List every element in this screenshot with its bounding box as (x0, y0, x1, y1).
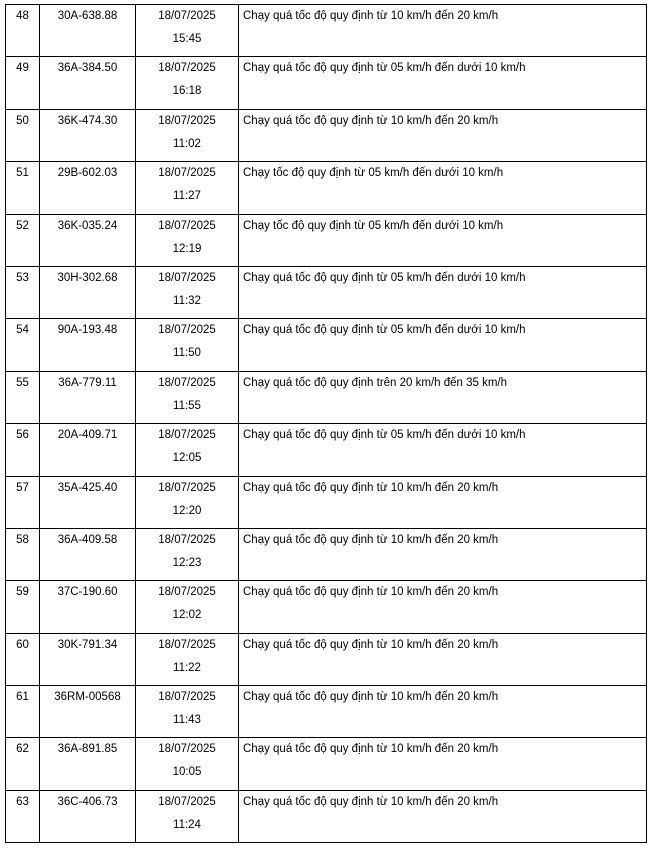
violation-description: Chạy quá tốc độ quy định từ 10 km/h đến 20 km/h (239, 476, 647, 528)
license-plate: 90A-193.48 (40, 319, 136, 371)
violation-time: 11:32 (173, 294, 201, 307)
violation-description: Chạy tốc độ quy định từ 05 km/h đến dưới 10 km/h (239, 214, 647, 266)
violation-description: Chạy quá tốc độ quy định từ 10 km/h đến 20 km/h (239, 528, 647, 580)
table-row (6, 214, 647, 266)
violation-description: Chạy quá tốc độ quy định từ 10 km/h đến 20 km/h (239, 633, 647, 685)
violation-date: 18/07/2025 (158, 10, 216, 22)
violation-time: 11:27 (173, 190, 201, 203)
violation-date: 18/07/2025 (158, 586, 216, 599)
violation-date: 18/07/2025 (158, 429, 216, 442)
table-row (6, 528, 647, 580)
table-row (6, 581, 647, 633)
table-row (6, 738, 647, 790)
violation-time: 12:23 (172, 556, 202, 569)
violation-datetime (136, 319, 239, 371)
license-plate: 20A-409.71 (40, 424, 136, 476)
violation-date: 18/07/2025 (158, 271, 216, 284)
violation-time: 12:20 (172, 504, 202, 517)
violation-date: 18/07/2025 (158, 743, 216, 756)
violation-date: 18/07/2025 (158, 62, 216, 75)
table-row (6, 5, 647, 57)
violation-datetime (136, 790, 239, 842)
violation-date: 18/07/2025 (158, 691, 216, 704)
table-row (6, 162, 647, 214)
row-number: 56 (6, 424, 40, 476)
row-number: 53 (6, 266, 40, 318)
row-number: 60 (6, 633, 40, 685)
license-plate: 36A-384.50 (40, 57, 136, 109)
table-row (6, 476, 647, 528)
violation-datetime (136, 633, 239, 685)
violation-time: 11:22 (173, 661, 201, 674)
violation-datetime (136, 476, 239, 528)
violation-time: 15:45 (172, 33, 202, 45)
violation-description: Chạy quá tốc độ quy định từ 05 km/h đến dưới 10 km/h (239, 424, 647, 476)
row-number: 50 (6, 109, 40, 161)
violations-table-body (6, 5, 647, 843)
table-row (6, 371, 647, 423)
violation-time: 12:19 (172, 242, 202, 255)
violation-time: 11:50 (173, 347, 201, 360)
table-row (6, 790, 647, 842)
row-number: 59 (6, 581, 40, 633)
license-plate: 36C-406.73 (40, 790, 136, 842)
violation-description: Chạy quá tốc độ quy định từ 10 km/h đến 20 km/h (239, 686, 647, 738)
violation-datetime (136, 266, 239, 318)
license-plate: 35A-425.40 (40, 476, 136, 528)
violation-description: Chạy quá tốc độ quy định từ 05 km/h đến dưới 10 km/h (239, 266, 647, 318)
violation-description: Chạy quá tốc độ quy định từ 10 km/h đến 20 km/h (239, 109, 647, 161)
violation-datetime (136, 371, 239, 423)
violation-date: 18/07/2025 (158, 219, 216, 232)
license-plate: 36RM-00568 (40, 686, 136, 738)
violation-datetime (136, 686, 239, 738)
license-plate: 36A-891.85 (40, 738, 136, 790)
row-number: 62 (6, 738, 40, 790)
violation-time: 11:55 (173, 399, 201, 412)
violation-description: Chạy quá tốc độ quy định trên 20 km/h đến 35 km/h (239, 371, 647, 423)
row-number: 51 (6, 162, 40, 214)
license-plate: 30K-791.34 (40, 633, 136, 685)
violation-datetime (136, 5, 239, 57)
violation-description: Chạy quá tốc độ quy định từ 10 km/h đến 20 km/h (239, 5, 647, 57)
violation-description: Chạy quá tốc độ quy định từ 05 km/h đến dưới 10 km/h (239, 57, 647, 109)
table-row (6, 109, 647, 161)
violation-date: 18/07/2025 (158, 638, 216, 651)
license-plate: 30H-302.68 (40, 266, 136, 318)
violation-datetime (136, 528, 239, 580)
table-row (6, 686, 647, 738)
table-row (6, 57, 647, 109)
violation-date: 18/07/2025 (158, 324, 216, 337)
violation-date: 18/07/2025 (158, 376, 216, 389)
violation-date: 18/07/2025 (158, 114, 216, 127)
row-number: 49 (6, 57, 40, 109)
table-row (6, 319, 647, 371)
table-row (6, 424, 647, 476)
row-number: 63 (6, 790, 40, 842)
violation-time: 12:02 (172, 609, 202, 622)
violation-datetime (136, 581, 239, 633)
violation-description: Chạy quá tốc độ quy định từ 05 km/h đến dưới 10 km/h (239, 319, 647, 371)
violation-datetime (136, 214, 239, 266)
row-number: 48 (6, 5, 40, 57)
violation-time: 11:24 (173, 818, 201, 831)
violation-date: 18/07/2025 (158, 533, 216, 546)
row-number: 58 (6, 528, 40, 580)
violation-description: Chạy tốc độ quy định từ 05 km/h đến dưới 10 km/h (239, 162, 647, 214)
violation-datetime (136, 424, 239, 476)
violation-time: 16:18 (172, 85, 202, 98)
violation-description: Chạy quá tốc độ quy định từ 10 km/h đến 20 km/h (239, 790, 647, 842)
license-plate: 37C-190.60 (40, 581, 136, 633)
table-row (6, 266, 647, 318)
license-plate: 36A-779.11 (40, 371, 136, 423)
violation-date: 18/07/2025 (158, 481, 216, 494)
violation-time: 12:05 (172, 452, 202, 465)
violation-date: 18/07/2025 (158, 167, 216, 180)
row-number: 54 (6, 319, 40, 371)
violation-time: 11:43 (173, 714, 201, 727)
license-plate: 36K-035.24 (40, 214, 136, 266)
license-plate: 36A-409.58 (40, 528, 136, 580)
license-plate: 30A-638.88 (40, 5, 136, 57)
violation-time: 11:02 (173, 137, 201, 150)
table-row (6, 633, 647, 685)
violations-table (5, 4, 647, 843)
violation-datetime (136, 162, 239, 214)
violation-date: 18/07/2025 (158, 795, 216, 808)
violation-description: Chạy quá tốc độ quy định từ 10 km/h đến 20 km/h (239, 581, 647, 633)
license-plate: 29B-602.03 (40, 162, 136, 214)
row-number: 61 (6, 686, 40, 738)
row-number: 57 (6, 476, 40, 528)
violation-time: 10:05 (172, 766, 202, 779)
violation-datetime (136, 738, 239, 790)
violation-description: Chạy quá tốc độ quy định từ 10 km/h đến 20 km/h (239, 738, 647, 790)
row-number: 55 (6, 371, 40, 423)
row-number: 52 (6, 214, 40, 266)
violation-datetime (136, 109, 239, 161)
license-plate: 36K-474.30 (40, 109, 136, 161)
violation-datetime (136, 57, 239, 109)
